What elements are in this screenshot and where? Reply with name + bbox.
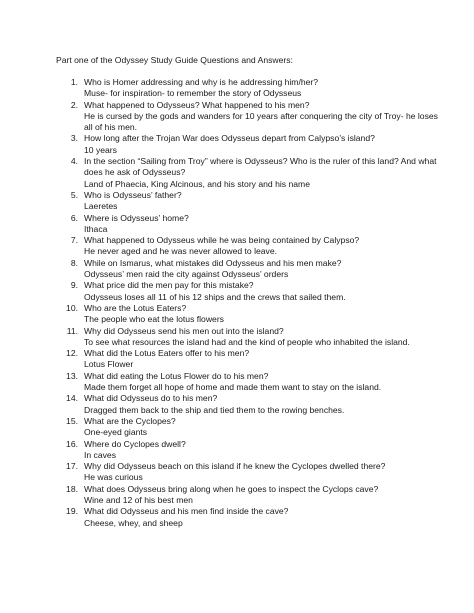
item-number: 14. [66,393,78,404]
item-number: 6. [70,212,78,223]
question-text: In the section “Sailing from Troy” where is Odysseus? Who is the ruler of this land? And what does he ask of Odysseus? [84,156,437,178]
list-item [56,258,448,281]
question-text: Why did Odysseus send his men out into the island? [84,325,284,336]
question-text: Where do Cyclopes dwell? [84,438,186,449]
answer-text: In caves [84,449,117,460]
list-item [56,156,448,190]
answer-text: To see what resources the island had and the kind of people who inhabited the island. [84,336,410,347]
question-text: Why did Odysseus beach on this island if he knew the Cyclopes dwelled there? [84,461,386,472]
item-number: 18. [66,483,78,494]
question-text: What did eating the Lotus Flower do to his men? [84,370,269,381]
list-item [56,506,448,529]
answer-text: Laeretes [84,201,118,212]
list-item [56,213,448,236]
answer-text: Odysseus’ men raid the city against Odysseus’ orders [84,269,289,280]
item-number: 13. [66,370,78,381]
item-number: 12. [66,348,78,359]
answer-text: The people who eat the lotus flowers [84,314,224,325]
list-item [56,280,448,303]
item-number: 7. [70,235,78,246]
question-text: Where is Odysseus’ home? [84,212,189,223]
item-number: 15. [66,415,78,426]
question-text: While on Ismarus, what mistakes did Odysseus and his men make? [84,257,342,268]
answer-text: Cheese, whey, and sheep [84,517,183,528]
list-item [56,439,448,462]
question-text: What are the Cyclopes? [84,415,176,426]
item-number: 1. [70,77,78,87]
list-item [56,190,448,213]
list-item [56,303,448,326]
item-number: 5. [70,189,78,200]
question-text: What price did the men pay for this mistake? [84,280,254,291]
answer-text: He is cursed by the gods and wanders for 10 years after conquering the city of Troy- he loses all of his men. [84,110,438,133]
list-item [56,100,448,134]
answer-text: He was curious [84,472,143,483]
answer-text: Made them forget all hope of home and made them want to stay on the island. [84,382,382,393]
answer-text: Dragged them back to the ship and tied them to the rowing benches. [84,404,345,415]
question-text: Who is Homer addressing and why is he addressing him/her? [84,77,319,87]
question-text: How long after the Trojan War does Odysseus depart from Calypso’s island? [84,133,375,144]
list-item [56,133,448,156]
question-text: What happened to Odysseus? What happened to his men? [84,99,310,110]
list-item [56,77,448,100]
item-number: 17. [66,461,78,472]
question-text: Who is Odysseus’ father? [84,189,182,200]
answer-text: Land of Phaecia, King Alcinous, and his story and his name [84,178,310,189]
item-number: 3. [70,133,78,144]
answer-text: Ithaca [84,223,108,234]
item-number: 9. [70,280,78,291]
qa-list [56,77,448,529]
list-item [56,393,448,416]
answer-text: Wine and 12 of his best men [84,494,193,505]
list-item [56,348,448,371]
item-number: 8. [70,257,78,268]
list-item [56,235,448,258]
item-number: 2. [70,99,78,110]
list-item [56,326,448,349]
answer-text: Odysseus loses all 11 of his 12 ships and the crews that sailed them. [84,291,346,302]
list-item [56,484,448,507]
list-item [56,371,448,394]
question-text: Who are the Lotus Eaters? [84,302,187,313]
answer-text: One-eyed giants [84,427,148,438]
question-text: What did the Lotus Eaters offer to his men? [84,348,250,359]
item-number: 10. [66,302,78,313]
list-item [56,416,448,439]
answer-text: Muse- for inspiration- to remember the story of Odysseus [84,88,302,99]
answer-text: He never aged and he was never allowed to leave. [84,246,278,257]
item-number: 16. [66,438,78,449]
question-text: What did Odysseus do to his men? [84,393,218,404]
item-number: 19. [66,506,78,517]
question-text: What happened to Odysseus while he was being contained by Calypso? [84,235,360,246]
item-number: 4. [70,156,78,167]
item-number: 11. [66,325,78,336]
question-text: What did Odysseus and his men find inside the cave? [84,506,289,517]
question-text: What does Odysseus bring along when he goes to inspect the Cyclops cave? [84,483,379,494]
list-item [56,461,448,484]
document-heading: Part one of the Odyssey Study Guide Questions and Answers: [56,55,293,65]
answer-text: 10 years [84,144,117,155]
answer-text: Lotus Flower [84,359,134,370]
